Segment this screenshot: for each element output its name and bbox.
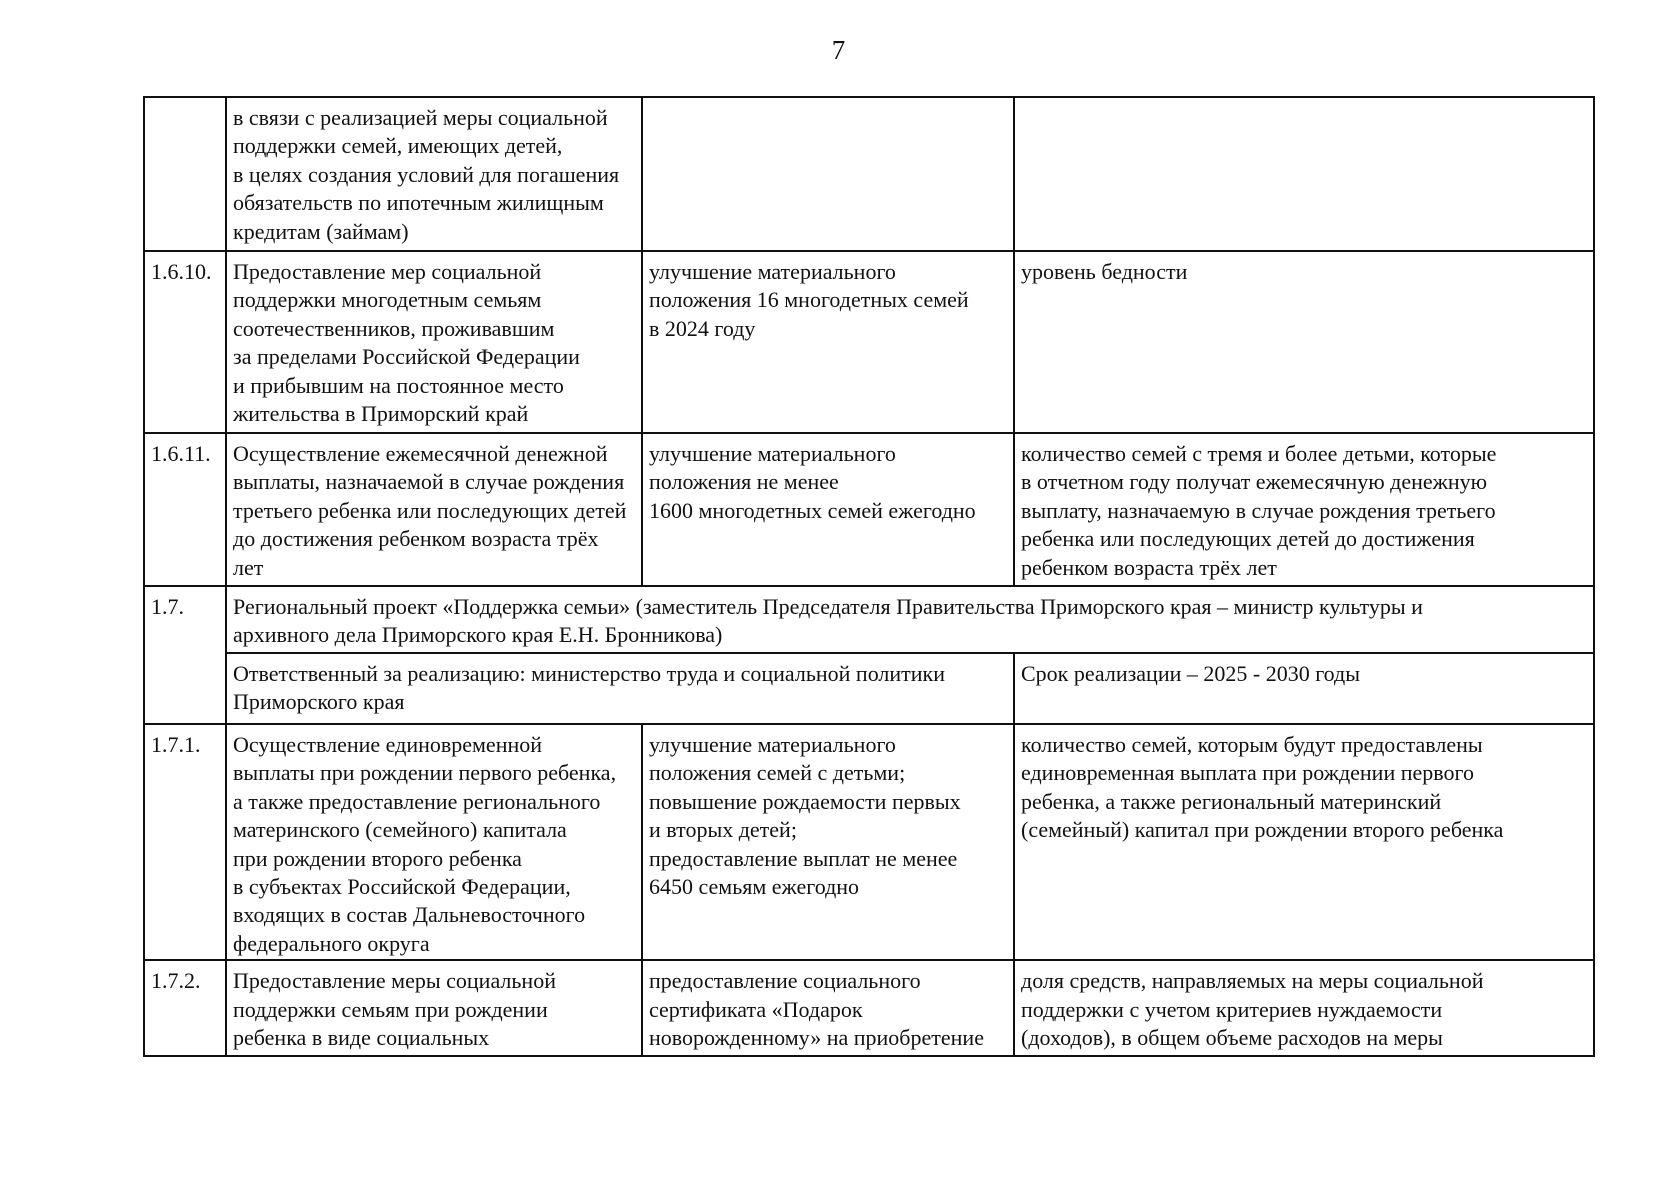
project-term: Срок реализации – 2025 - 2030 годы [1014,653,1594,724]
project-responsible: Ответственный за реализацию: министерство труда и социальной политики Приморского края [226,653,1014,724]
table-row [144,724,1594,960]
table-row [144,960,1594,1056]
result-cell: улучшение материального положения 16 многодетных семей в 2024 году [642,251,1014,433]
measure-cell: Осуществление единовременной выплаты при рождении первого ребенка, а также предоставление регионального материнского (семейного) капитала при рождении второго ребенка в субъектах Российской Федерации, входящих в состав Дальневосточного федерального округа [226,724,642,960]
indicator-cell: доля средств, направляемых на меры социальной поддержки с учетом критериев нуждаемости (доходов), в общем объеме расходов на меры [1014,960,1594,1056]
project-number: 1.7. [144,586,226,724]
project-title: Региональный проект «Поддержка семьи» (заместитель Председателя Правительства Приморского края – министр культуры и архивного дела Приморского края Е.Н. Бронникова) [226,586,1594,653]
indicator-cell: количество семей с тремя и более детьми, которые в отчетном году получат ежемесячную денежную выплату, назначаемую в случае рождения третьего ребенка или последующих детей до достижения ребенком возраста трёх лет [1014,433,1594,586]
result-cell: предоставление социального сертификата «Подарок новорожденному» на приобретение [642,960,1014,1056]
project-title-row [144,586,1594,653]
row-number: 1.6.10. [144,251,226,433]
measure-cell: Предоставление меры социальной поддержки семьям при рождении ребенка в виде социальных [226,960,642,1056]
indicator-cell: количество семей, которым будут предоставлены единовременная выплата при рождении первого ребенка, а также региональный материнский (семейный) капитал при рождении второго ребенка [1014,724,1594,960]
result-cell: улучшение материального положения семей с детьми; повышение рождаемости первых и вторых детей; предоставление выплат не менее 6450 семьям ежегодно [642,724,1014,960]
indicator-cell [1014,97,1594,251]
indicator-cell: уровень бедности [1014,251,1594,433]
result-cell [642,97,1014,251]
measure-cell: Предоставление мер социальной поддержки многодетным семьям соотечественников, проживавшим за пределами Российской Федерации и прибывшим на постоянное место жительства в Приморский край [226,251,642,433]
row-number: 1.7.1. [144,724,226,960]
result-cell: улучшение материального положения не менее 1600 многодетных семей ежегодно [642,433,1014,586]
project-responsible-row [144,653,1594,724]
table-row [144,251,1594,433]
row-number: 1.6.11. [144,433,226,586]
page-number: 7 [831,35,846,65]
measure-cell: Осуществление ежемесячной денежной выплаты, назначаемой в случае рождения третьего ребенка или последующих детей до достижения ребенком возраста трёх лет [226,433,642,586]
measure-cell: в связи с реализацией меры социальной поддержки семей, имеющих детей, в целях создания условий для погашения обязательств по ипотечным жилищным кредитам (займам) [226,97,642,251]
table-row [144,433,1594,586]
row-number [144,97,226,251]
measures-table [143,96,1595,1057]
row-number: 1.7.2. [144,960,226,1056]
table-row [144,97,1594,251]
